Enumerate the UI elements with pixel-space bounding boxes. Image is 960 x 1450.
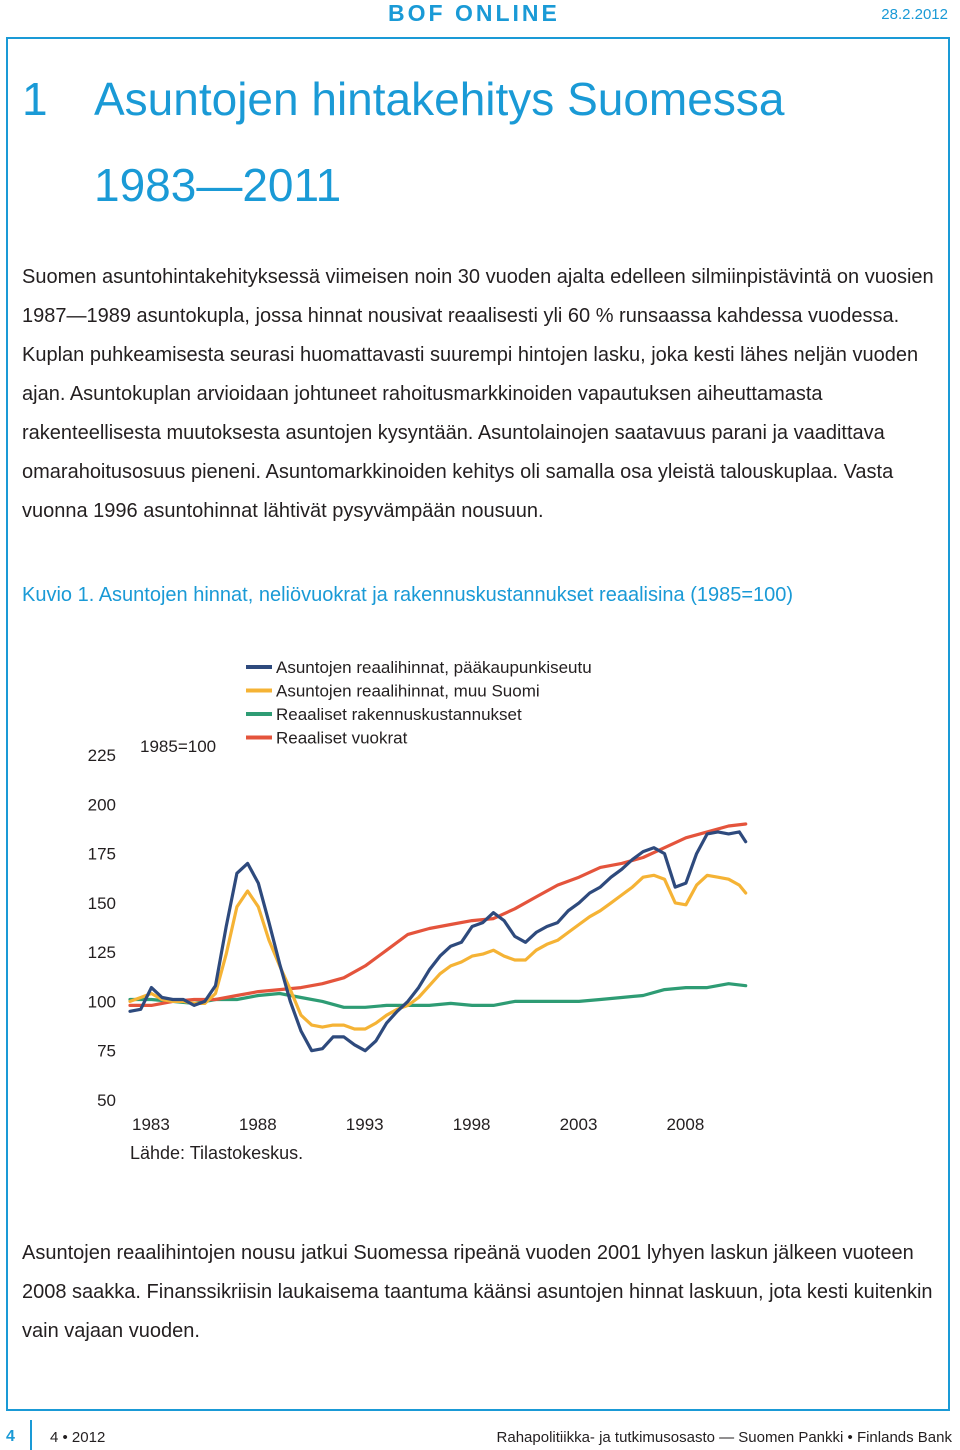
publication-brand: BOF ONLINE <box>388 0 560 26</box>
intro-paragraph: Suomen asuntohintakehityksessä viimeisen noin 30 vuoden ajalta edelleen silmiinpistävintä on vuosien 1987—1989 asuntokupla, jossa hinnat nousivat reaalisesti yli 60 % runsaassa kahdessa vuodessa. Kuplan puhkeamisesta seurasi huomattavasti suurempi hintojen lasku, joka kesti lähes neljän vuoden ajan. Asuntokuplan arvioidaan johtuneet rahoitusmarkkinoiden vapautuksen aiheuttamasta rakenteellisesta muutoksesta asuntojen kysyntään. Asuntolainojen saatavuus parani ja vaadittava omarahoitusosuus pieneni. Asuntomarkkinoiden kehitys oli samalla osa yleistä talouskuplaa. Vasta vuonna 1996 asuntohinnat lähtivät pysyvämpään nousuun. <box>22 266 934 522</box>
page-number: 4 <box>6 1428 15 1445</box>
chart <box>0 640 960 1170</box>
series-line <box>130 832 746 1051</box>
base-year-annotation: 1985=100 <box>140 737 217 756</box>
legend-label: Asuntojen reaalihinnat, muu Suomi <box>276 681 540 701</box>
legend-label: Asuntojen reaalihinnat, pääkaupunkiseutu <box>276 658 592 677</box>
x-tick-label: 1983 <box>132 1115 170 1134</box>
publisher-label: Rahapolitiikka- ja tutkimusosasto — Suomen Pankki • Finlands Bank <box>496 1429 952 1446</box>
footer-divider <box>6 1409 950 1411</box>
legend-label: Reaaliset rakennuskustannukset <box>276 705 522 724</box>
y-tick-label: 125 <box>87 943 116 963</box>
y-tick-label: 200 <box>87 795 116 815</box>
x-tick-label: 1998 <box>452 1115 491 1134</box>
chart-source: Lähde: Tilastokeskus. <box>130 1143 304 1163</box>
footer-separator <box>30 1420 32 1450</box>
line-chart-svg <box>0 640 960 1170</box>
y-tick-label: 175 <box>87 844 116 864</box>
y-tick-label: 50 <box>97 1091 116 1110</box>
x-tick-label: 2008 <box>666 1115 705 1134</box>
y-tick-label: 150 <box>87 893 116 913</box>
x-tick-label: 1993 <box>345 1115 384 1134</box>
x-tick-label: 2003 <box>559 1115 598 1134</box>
article-title-years: 1983—2011 <box>94 159 342 211</box>
x-tick-label: 1988 <box>238 1115 277 1134</box>
issue-label: 4 • 2012 <box>50 1429 106 1446</box>
article-title: Asuntojen hintakehitys Suomessa <box>94 73 785 125</box>
legend-label: Reaaliset vuokrat <box>276 728 408 748</box>
y-tick-label: 225 <box>87 746 116 765</box>
publication-date: 28.2.2012 <box>881 6 948 23</box>
y-tick-label: 100 <box>87 992 116 1012</box>
section-number: 1 <box>22 73 48 125</box>
figure-caption: Kuvio 1. Asuntojen hinnat, neliövuokrat ja rakennuskustannukset reaalisina (1985=100) <box>22 584 794 606</box>
outro-paragraph: Asuntojen reaalihintojen nousu jatkui Suomessa ripeänä vuoden 2001 lyhyen laskun jälkeen vuoteen 2008 saakka. Finanssikriisin laukaisema taantuma käänsi asuntojen hinnat laskuun, jota kesti kuitenkin vain vajaan vuoden. <box>22 1242 933 1342</box>
y-tick-label: 75 <box>97 1041 116 1061</box>
series-line <box>130 984 746 1008</box>
